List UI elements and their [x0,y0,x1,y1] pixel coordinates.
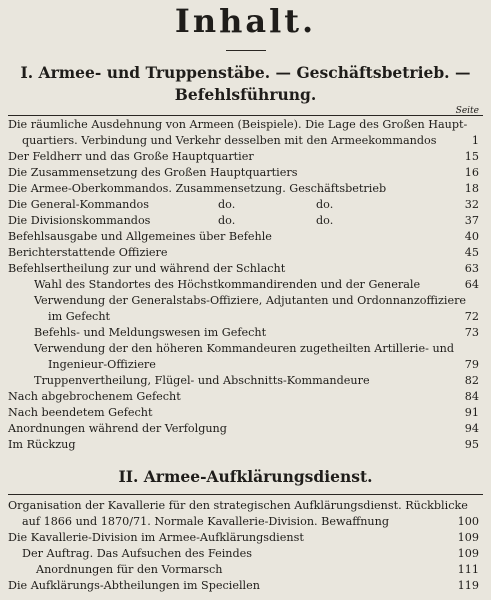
toc-entry [0,578,491,594]
toc-entry [0,213,491,229]
toc-entry-page: 84 [464,390,479,403]
toc-entry-page: 63 [464,262,479,275]
toc-entry-page: 79 [464,358,479,371]
toc-entry-page: 16 [464,166,479,179]
toc-entry [0,117,491,133]
toc-entry-page: 37 [464,214,479,227]
toc-entry-page: 94 [464,422,479,435]
toc-entry-text: Die Aufklärungs-Abtheilungen im Speciellen [8,579,260,592]
title-divider [226,50,266,51]
toc-entry-page: 72 [464,310,479,323]
toc-entry [0,373,491,389]
toc-entry [0,133,491,149]
toc-entry [0,405,491,421]
toc-entry-text: Die General-Kommandos [8,198,150,211]
toc-entry-page: 82 [464,374,479,387]
toc-entry-text: Verwendung der Generalstabs-Offiziere, Adjutanten und Ordonnanzoffiziere [34,294,467,307]
toc-entry-text: Die räumliche Ausdehnung von Armeen (Beispiele). Die Lage des Großen Haupt- [8,118,468,131]
toc-entry [0,341,491,357]
ditto-mark: do. [316,214,334,227]
toc-entry [0,149,491,165]
toc-entry-text: Der Auftrag. Das Aufsuchen des Feindes [22,547,253,560]
toc-entry [0,325,491,341]
toc-entry-text: Befehls- und Meldungswesen im Gefecht [34,326,267,339]
section-2-rule [8,494,483,495]
toc-entry-page: 18 [464,182,479,195]
toc-entry-text: im Gefecht [48,310,111,323]
toc-entry-text: Die Armee-Oberkommandos. Zusammensetzung. Geschäftsbetrieb [8,182,387,195]
toc-entry-text: Die Kavallerie-Division im Armee-Aufklärungsdienst [8,531,304,544]
toc-entry [0,229,491,245]
section-1-rule [8,115,483,116]
toc-entry-page: 32 [464,198,479,211]
toc-entry-page: 109 [457,531,479,544]
toc-entry-page: 1 [471,134,479,147]
toc-entry [0,546,491,562]
toc-entry-text: Befehlsausgabe und Allgemeines über Befehle [8,230,272,243]
toc-entry-text: Berichterstattende Offiziere [8,246,168,259]
toc-entry [0,421,491,437]
toc-entry-text: Organisation der Kavallerie für den strategischen Aufklärungsdienst. Rückblicke [8,499,468,512]
ditto-mark: do. [218,214,236,227]
toc-entry-text: Ingenieur-Offiziere [48,358,156,371]
toc-entry-page: 45 [464,246,479,259]
toc-entry-page: 100 [457,515,479,528]
toc-entry [0,562,491,578]
toc-entry [0,245,491,261]
page-title: Inhalt. [174,2,317,40]
toc-entry-text: Die Zusammensetzung des Großen Hauptquartiers [8,166,298,179]
toc-entry [0,293,491,309]
toc-entry-page: 109 [457,547,479,560]
toc-entry-text: Die Divisionskommandos [8,214,151,227]
toc-entry [0,197,491,213]
section-1-heading-line2: Befehlsführung. [174,85,317,104]
toc-entry-text: auf 1866 und 1870/71. Normale Kavallerie-Division. Bewaffnung [22,515,389,528]
ditto-mark: do. [316,198,334,211]
toc-entry-text: Nach abgebrochenem Gefecht [8,390,181,403]
toc-entry-text: Verwendung der den höheren Kommandeuren zugetheilten Artillerie- und [34,342,455,355]
toc-entry [0,165,491,181]
ditto-mark: do. [218,198,236,211]
toc-entry-page: 95 [464,438,479,451]
toc-entry [0,389,491,405]
toc-entry [0,277,491,293]
toc-entry-text: Im Rückzug [8,438,76,451]
toc-entry [0,514,491,530]
toc-entry-page: 119 [457,579,479,592]
page-column-label: Seite [455,106,479,116]
toc-entry-page: 40 [464,230,479,243]
toc-entry-text: Der Feldherr und das Große Hauptquartier [8,150,254,163]
toc-entry-text: quartiers. Verbindung und Verkehr desselben mit den Armeekommandos [22,134,437,147]
toc-entry [0,309,491,325]
toc-entry [0,357,491,373]
toc-entry-page: 111 [457,563,479,576]
section-1-heading-line1: I. Armee- und Truppenstäbe. — Geschäftsbetrieb. — [20,63,471,82]
toc-entry [0,261,491,277]
toc-entry [0,437,491,453]
toc-entry-page: 73 [464,326,479,339]
toc-entry-page: 15 [464,150,479,163]
toc-entry [0,181,491,197]
toc-entry-text: Wahl des Standortes des Höchstkommandirenden und der Generale [34,278,421,291]
toc-entry-text: Truppenvertheilung, Flügel- und Abschnitts-Kommandeure [34,374,370,387]
section-2-heading: II. Armee-Aufklärungsdienst. [118,467,373,486]
toc-entry [0,530,491,546]
toc-entry-text: Nach beendetem Gefecht [8,406,153,419]
toc-entry-text: Anordnungen während der Verfolgung [8,422,227,435]
toc-entry-text: Anordnungen für den Vormarsch [36,563,223,576]
toc-entry-page: 91 [464,406,479,419]
toc-entry-page: 64 [464,278,479,291]
toc-entry [0,498,491,514]
toc-entry-text: Befehlsertheilung zur und während der Schlacht [8,262,286,275]
